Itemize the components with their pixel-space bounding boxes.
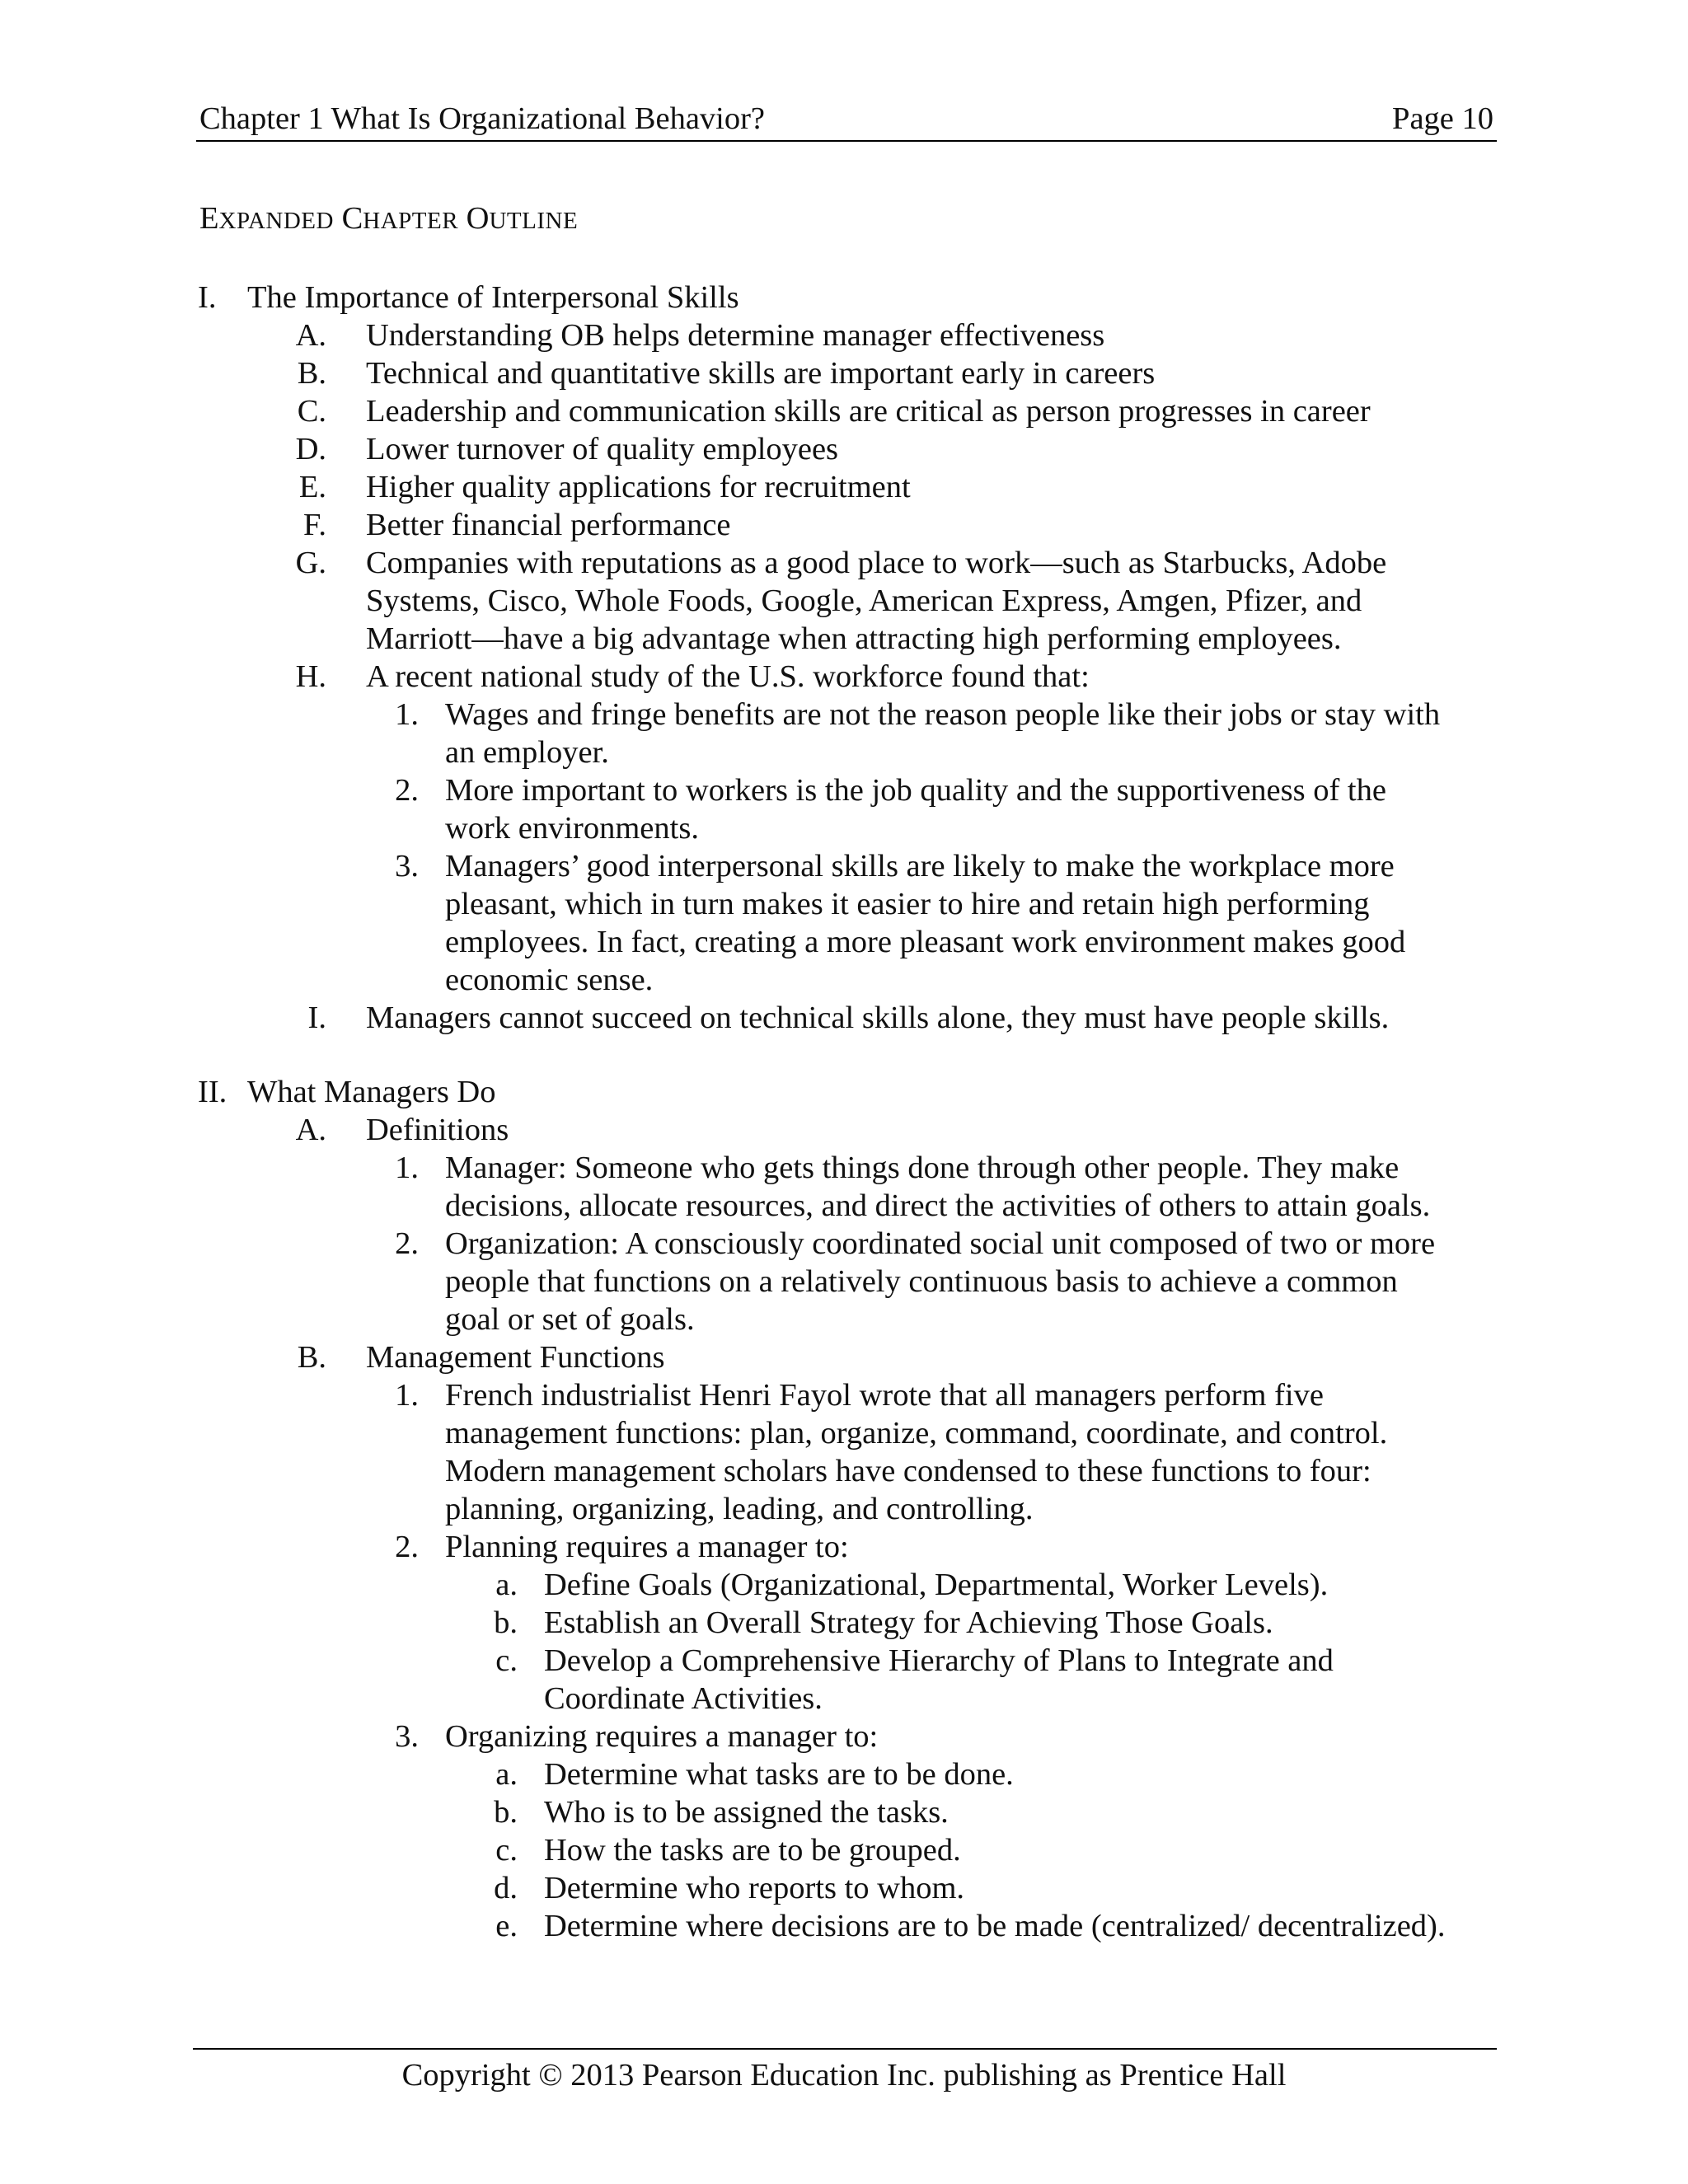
outline-label: 2. (395, 1530, 419, 1564)
outline-text: Develop a Comprehensive Hierarchy of Plans to Integrate and (544, 1643, 1334, 1678)
outline-label: 1. (395, 1151, 419, 1185)
outline-label: D. (295, 432, 326, 466)
outline-label: 2. (395, 1226, 419, 1261)
outline-text: French industrialist Henri Fayol wrote that all managers perform five (445, 1378, 1324, 1413)
outline-text: people that functions on a relatively continuous basis to achieve a common (445, 1264, 1398, 1299)
section-label: II. (198, 1075, 227, 1109)
outline-label: c. (495, 1833, 518, 1868)
outline-text: Coordinate Activities. (544, 1681, 823, 1716)
outline-label: I. (307, 1001, 326, 1035)
outline-text: Managers cannot succeed on technical skills alone, they must have people skills. (366, 1001, 1390, 1035)
page-number: Page 10 (1392, 101, 1493, 136)
outline-label: 1. (395, 697, 419, 732)
outline-text: Define Goals (Organizational, Departmental, Worker Levels). (544, 1568, 1329, 1602)
outline-text: A recent national study of the U.S. workforce found that: (366, 659, 1090, 694)
outline-text: Systems, Cisco, Whole Foods, Google, American Express, Amgen, Pfizer, and (366, 583, 1362, 618)
outline-text: economic sense. (445, 963, 654, 997)
outline-text: Organization: A consciously coordinated social unit composed of two or more (445, 1226, 1436, 1261)
outline-label: E. (298, 470, 326, 504)
outline-text: goal or set of goals. (445, 1302, 695, 1337)
outline-text: Planning requires a manager to: (445, 1530, 849, 1564)
footer-rule (193, 2048, 1497, 2050)
outline-text: pleasant, which in turn makes it easier to hire and retain high performing (445, 887, 1370, 921)
outline-label: 2. (395, 773, 419, 808)
outline-label: F. (303, 508, 326, 542)
outline-label: e. (495, 1909, 518, 1943)
outline-text: management functions: plan, organize, command, coordinate, and control. (445, 1416, 1388, 1451)
outline-label: b. (494, 1605, 518, 1640)
section-title: The Importance of Interpersonal Skills (247, 280, 739, 315)
outline-text: Manager: Someone who gets things done through other people. They make (445, 1151, 1400, 1185)
outline-label: c. (495, 1643, 518, 1678)
outline-label: G. (295, 546, 326, 580)
outline-text: Higher quality applications for recruitment (366, 470, 911, 504)
outline-label: a. (495, 1568, 518, 1602)
outline-text: Managers’ good interpersonal skills are likely to make the workplace more (445, 849, 1395, 883)
outline-label: C. (297, 394, 326, 429)
outline-text: Definitions (366, 1113, 509, 1147)
outline-heading: EXPANDED CHAPTER OUTLINE (199, 201, 579, 236)
outline-label: a. (495, 1757, 518, 1792)
outline-text: Wages and fringe benefits are not the reason people like their jobs or stay with (445, 697, 1441, 732)
outline-label: 3. (395, 1719, 419, 1754)
outline-text: Technical and quantitative skills are important early in careers (366, 356, 1156, 391)
outline-text: Management Functions (366, 1340, 665, 1375)
outline-text: employees. In fact, creating a more pleasant work environment makes good (445, 925, 1406, 959)
outline-text: Better financial performance (366, 508, 731, 542)
outline-text: More important to workers is the job quality and the supportiveness of the (445, 773, 1386, 808)
outline-label: d. (494, 1871, 518, 1905)
outline-text: Organizing requires a manager to: (445, 1719, 879, 1754)
outline-text: Who is to be assigned the tasks. (544, 1795, 949, 1830)
section-title: What Managers Do (247, 1075, 496, 1109)
section-label: I. (198, 280, 217, 315)
outline-text: Marriott—have a big advantage when attracting high performing employees. (366, 621, 1342, 656)
outline-label: B. (297, 1340, 326, 1375)
outline-label: B. (297, 356, 326, 391)
outline-text: Leadership and communication skills are critical as person progresses in career (366, 394, 1371, 429)
page-header (196, 97, 1497, 142)
outline-text: Companies with reputations as a good place to work—such as Starbucks, Adobe (366, 546, 1387, 580)
outline-text: How the tasks are to be grouped. (544, 1833, 961, 1868)
outline-label: 3. (395, 849, 419, 883)
outline-text: Determine who reports to whom. (544, 1871, 965, 1905)
outline-label: 1. (395, 1378, 419, 1413)
copyright-footer: Copyright © 2013 Pearson Education Inc. publishing as Prentice Hall (401, 2058, 1287, 2093)
outline-text: Establish an Overall Strategy for Achieving Those Goals. (544, 1605, 1273, 1640)
outline-text: an employer. (445, 735, 609, 770)
outline-text: Modern management scholars have condensed to these functions to four: (445, 1454, 1372, 1488)
outline-label: A. (295, 1113, 326, 1147)
outline-text: decisions, allocate resources, and direct the activities of others to attain goals. (445, 1188, 1431, 1223)
chapter-title: Chapter 1 What Is Organizational Behavior? (199, 101, 766, 136)
outline-label: b. (494, 1795, 518, 1830)
outline-text: Determine where decisions are to be made (centralized/ decentralized). (544, 1909, 1446, 1943)
outline-text: Determine what tasks are to be done. (544, 1757, 1014, 1792)
outline-text: planning, organizing, leading, and controlling. (445, 1492, 1034, 1526)
outline-text: Understanding OB helps determine manager effectiveness (366, 318, 1105, 353)
outline-text: work environments. (445, 811, 699, 846)
outline-label: H. (295, 659, 326, 694)
outline-label: A. (295, 318, 326, 353)
outline-text: Lower turnover of quality employees (366, 432, 839, 466)
